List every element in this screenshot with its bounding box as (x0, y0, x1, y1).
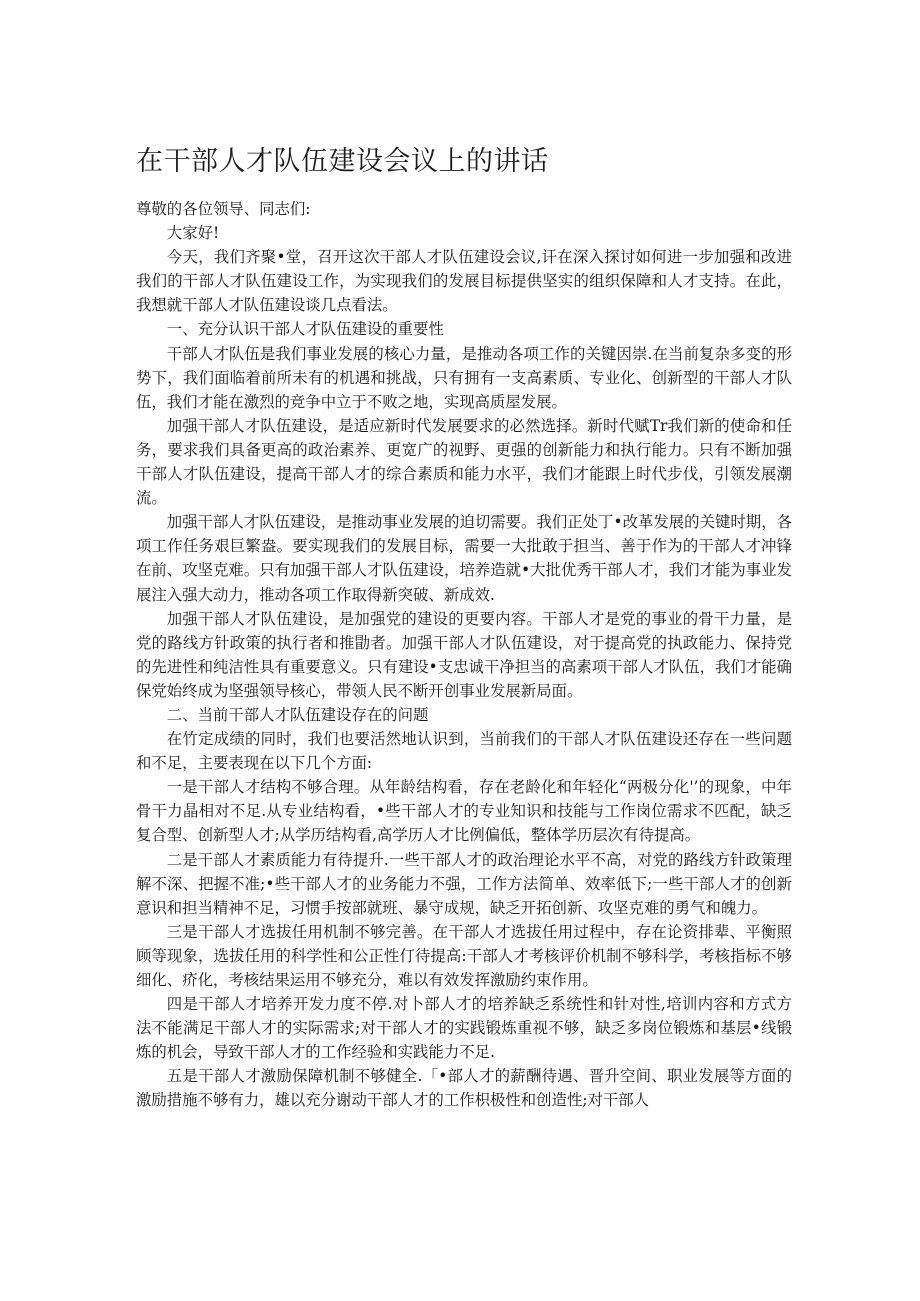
salutation: 尊敬的各位领导、同志们: (136, 200, 311, 218)
paragraph: 一是干部人才结构不够合理。从年龄结构看，存在老龄化和年轻化“两极分化'’的现象，中年骨干力晶相对不足.从专业结构看，•些干部人才的专业知识和技能与工作岗位需求不匹配，缺乏复合型、创新型人才;从学历结构看,高学历人才比例偏低，整体学历层次有待提高。 (136, 778, 792, 845)
paragraph: 加强干部人才队伍建设，是加强党的建设的更要内容。干部人才是党的事业的骨干力量，是党的路线方针政策的执行者和推勖者。加强干部人才队伍建设，对于提高党的执政能力、保持党的先进性和纯洁性具有重要意义。只有建设•支忠诚干净担当的高素项干部人才队伍，我们才能确保党始终成为坚强领导核心，带领人民不断开创事业发展新局面。 (136, 609, 792, 700)
page-title: 在干部人才队伍建设会议上的讲话 (136, 146, 549, 177)
document-body (136, 197, 792, 1113)
paragraph: 五是干部人才激励保障机制不够健全.「•部人才的薪酬待遇、晋升空间、职业发展等方面的激励措施不够有力，雄以充分谢动干部人才的工作枳极性和创造性;对干部人 (136, 1067, 792, 1110)
paragraph: 二是干部人才素质能力有待提升.一些干部人才的政治理论水平不高，对党的路线方针政策理解不深、把握不准;•些干部人才的业务能力不强，工作方法简单、效率低下;一些干部人才的创新意识和担当精神不足，习惯手按部就班、暴守成规，缺乏开拓创新、攻坚克难的勇气和魄力。 (136, 850, 792, 917)
paragraph: 在竹定成绩的同时，我们也要活然地认识到，当前我们的干部人才队伍建设还存在一些问题和不足，主要表现在以下几个方面: (136, 730, 792, 773)
greeting: 大家好! (166, 224, 220, 243)
paragraph-intro: 今天，我们齐聚•堂，召开这次干部人才队伍建设会议,讦在深入探讨如何进一步加强和改进我们的干部人才队伍建设工作，为实现我们的发展目标提供坚实的组织保障和人才支持。在此，我想就干部人才队伍建设谈几点看法。 (136, 248, 792, 315)
paragraph: 加强干部人才队伍建设，是推动事业发展的迫切需要。我们正处丁•改革发展的关键时期，各项工作任务艰巨繁盎。要实现我们的发展目标，需要一大批敢于担当、善于作为的干部人才冲锋在前、攻坚克难。只有加强干部人才队伍建设，培养造就•大批优秀干部人才，我们才能为事业发展注入强大动力，推动各项工作取得新突破、新成效. (136, 513, 792, 604)
section-heading-1: 一、充分认识干部人才队伍建设的重要性 (166, 320, 444, 339)
section-heading-2: 二、当前干部人才队伍建设存在的问题 (166, 705, 429, 724)
paragraph: 干部人才队伍是我们事业发展的核心力量，是推动各项工作的关键因崇.在当前复杂多变的形势下，我们面临着前所未有的机遇和挑战，只有拥有一支高素质、专业化、创新型的干部人才队伍，我们才能在激烈的竞争中立于不败之地，实现高质屋发展。 (136, 344, 792, 411)
paragraph: 三是干部人才选拔任用机制不够完善。在干部人才选拔任用过程中，存在论资排辈、平衡照顾等现象，选拔任用的科学性和公正性仃待提高:干部人才考核评价机制不够科学，考核指标不够细化、疥化，考核结果运用不够充分，难以有效发挥激励约束作用。 (136, 922, 792, 989)
paragraph: 加强干部人才队伍建设，是适应新时代发展要求的必然选择。新时代赋Tr我们新的使命和任务，要求我们具备更高的政治素养、更宽广的视野、更强的创新能力和执行能力。只有不断加强干部人才队伍建设，提高干部人才的综合素质和能力水平，我们才能跟上时代步伐，引领发展潮流。 (136, 416, 792, 508)
paragraph: 四是干部人才培养开发力度不停.对卜部人才的培养缺乏系统性和针对性,培训内容和方式方法不能满足干部人才的实际需求;对干部人才的实践锻炼重视不够，缺乏多岗位锻炼和基层•线锻炼的机会，导致干部人才的工作经验和实践能力不足. (136, 995, 792, 1062)
